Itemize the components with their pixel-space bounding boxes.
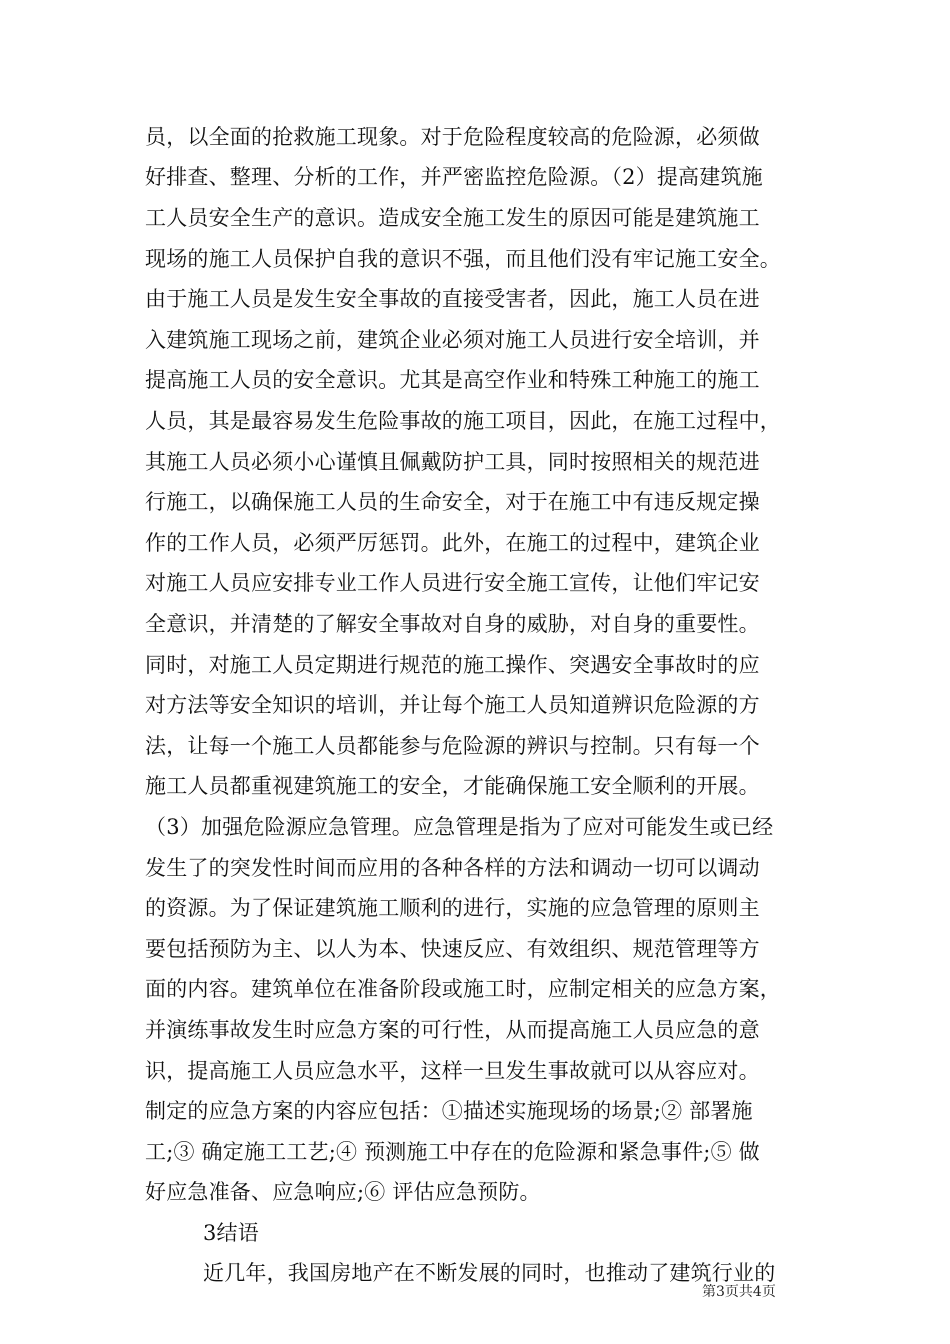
body-line: 同时，对施工人员定期进行规范的施工操作、突遇安全事故时的应	[145, 653, 760, 677]
page-number-footer: 第3页共4页	[702, 1284, 776, 1300]
body-line: 人员，其是最容易发生危险事故的施工项目，因此，在施工过程中，	[145, 409, 781, 433]
body-line: 提高施工人员的安全意识。尤其是高空作业和特殊工种施工的施工	[145, 368, 760, 392]
body-line: 制定的应急方案的内容应包括：①描述实施现场的场景;② 部署施	[145, 1099, 753, 1123]
body-line: 的资源。为了保证建筑施工顺利的进行，实施的应急管理的原则主	[145, 896, 760, 920]
body-line: 面的内容。建筑单位在准备阶段或施工时，应制定相关的应急方案，	[145, 977, 781, 1001]
body-line: 施工人员都重视建筑施工的安全，才能确保施工安全顺利的开展。	[145, 774, 760, 798]
body-line: 发生了的突发性时间而应用的各种各样的方法和调动一切可以调动	[145, 856, 760, 880]
body-line: 其施工人员必须小心谨慎且佩戴防护工具，同时按照相关的规范进	[145, 450, 760, 474]
section-heading: 3结语	[203, 1221, 259, 1245]
body-line: 员，以全面的抢救施工现象。对于危险程度较高的危险源，必须做	[145, 125, 760, 149]
body-line: 入建筑施工现场之前，建筑企业必须对施工人员进行安全培训，并	[145, 328, 760, 352]
body-line: 由于施工人员是发生安全事故的直接受害者，因此，施工人员在进	[145, 287, 760, 311]
body-line: 法，让每一个施工人员都能参与危险源的辨识与控制。只有每一个	[145, 734, 760, 758]
body-line: 工人员安全生产的意识。造成安全施工发生的原因可能是建筑施工	[145, 206, 760, 230]
body-line: 好应急准备、应急响应;⑥ 评估应急预防。	[145, 1180, 541, 1204]
body-line: （3）加强危险源应急管理。应急管理是指为了应对可能发生或已经	[145, 815, 774, 839]
closing-line: 近几年，我国房地产在不断发展的同时，也推动了建筑行业的	[203, 1261, 776, 1285]
body-line: 现场的施工人员保护自我的意识不强，而且他们没有牢记施工安全。	[145, 247, 781, 271]
body-line: 要包括预防为主、以人为本、快速反应、有效组织、规范管理等方	[145, 937, 760, 961]
body-line: 好排查、整理、分析的工作，并严密监控危险源。（2）提高建筑施	[145, 165, 763, 189]
body-line: 对施工人员应安排专业工作人员进行安全施工宣传，让他们牢记安	[145, 571, 760, 595]
body-line: 识，提高施工人员应急水平，这样一旦发生事故就可以从容应对。	[145, 1059, 760, 1083]
body-line: 作的工作人员，必须严厉惩罚。此外，在施工的过程中，建筑企业	[145, 531, 760, 555]
body-line: 并演练事故发生时应急方案的可行性，从而提高施工人员应急的意	[145, 1018, 760, 1042]
body-line: 对方法等安全知识的培训，并让每个施工人员知道辨识危险源的方	[145, 693, 760, 717]
body-line: 全意识，并清楚的了解安全事故对自身的威胁，对自身的重要性。	[145, 612, 760, 636]
body-line: 工;③ 确定施工工艺;④ 预测施工中存在的危险源和紧急事件;⑤ 做	[145, 1140, 760, 1164]
body-line: 行施工，以确保施工人员的生命安全，对于在施工中有违反规定操	[145, 490, 760, 514]
